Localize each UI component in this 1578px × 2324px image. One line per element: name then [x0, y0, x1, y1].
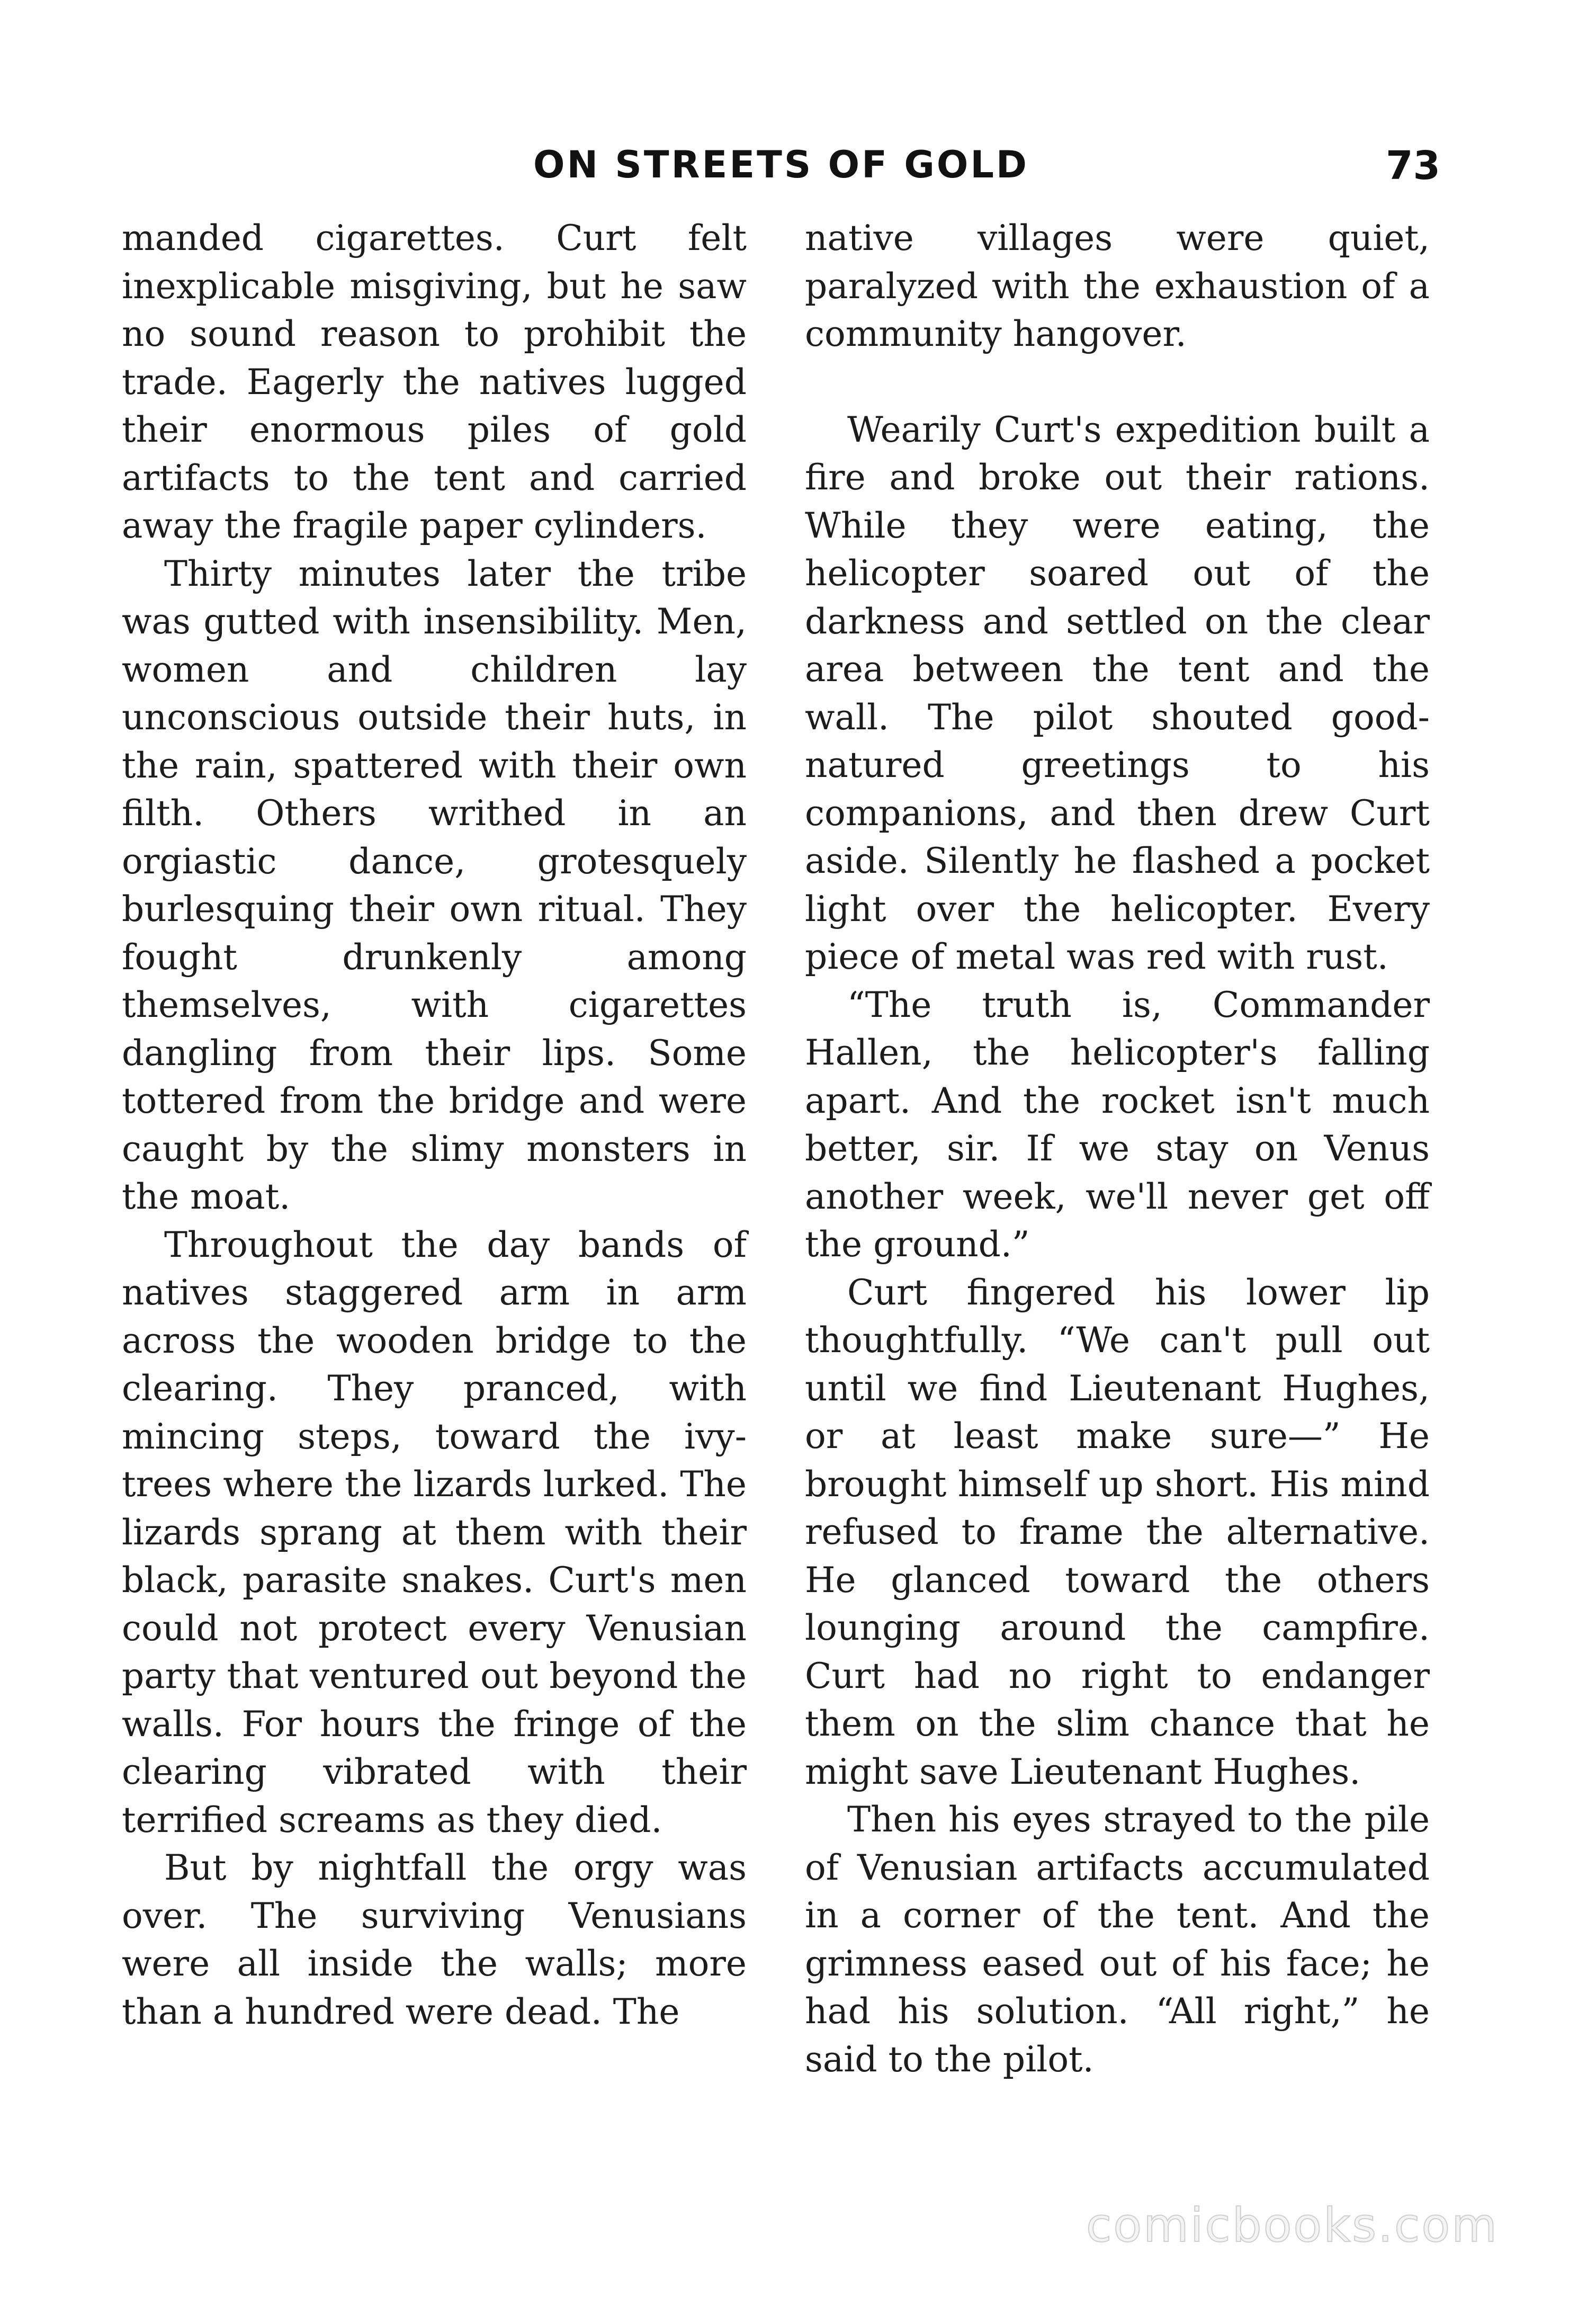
paragraph: Throughout the day bands of natives staggered arm in arm across the wooden bridge to the clearing. They pranced, with mincing steps, toward the ivy-trees where the lizards lurked. The lizards sprang at them with their black, parasite snakes. Curt's men could not protect every Venusian party that ventured out beyond the walls. For hours the fringe of the clearing vibrated with their terrified screams as they died. — [122, 1224, 747, 1840]
page-header — [122, 143, 1440, 201]
paragraph: Curt fingered his lower lip thoughtfully. “We can't pull out until we find Lieutenant Hughes, or at least make sure—” He brought himself up short. His mind refused to frame the alternative. He glanced toward the others lounging around the campfire. Curt had no right to endanger them on the slim chance that he might save Lieutenant Hughes. — [805, 1272, 1430, 1792]
running-title: ON STREETS OF GOLD — [533, 143, 1029, 186]
left-column — [122, 214, 747, 2036]
right-column — [805, 214, 1430, 2084]
watermark: comicbooks.com — [1086, 2198, 1499, 2253]
paragraph: Then his eyes strayed to the pile of Venusian artifacts accumulated in a corner of the tent. And the grimness eased out of his face; he had his solution. “All right,” he said to the pilot. — [805, 1799, 1430, 2080]
paragraph: Wearily Curt's expedition built a fire and broke out their rations. While they were eating, the helicopter soared out of the darkness and settled on the clear area between the tent and the wall. The pilot shouted good-natured greetings to his companions, and then drew Curt aside. Silently he flashed a pocket light over the helicopter. Every piece of metal was red with rust. — [805, 409, 1430, 977]
paragraph: “The truth is, Commander Hallen, the helicopter's falling apart. And the rocket isn't much better, sir. If we stay on Venus another week, we'll never get off the ground.” — [805, 984, 1430, 1265]
page-number: 73 — [1386, 143, 1440, 189]
paragraph: But by nightfall the orgy was over. The surviving Venusians were all inside the walls; more than a hundred were dead. The — [122, 1847, 747, 2032]
paragraph: native villages were quiet, paralyzed with the exhaustion of a community hangover. — [805, 218, 1430, 354]
paragraph: Thirty minutes later the tribe was gutted with insensibility. Men, women and children lay unconscious outside their huts, in the rain, spattered with their own filth. Others writhed in an orgiastic dance, grotesquely burlesquing their own ritual. They fought drunkenly among themselves, with cigarettes dangling from their lips. Some tottered from the bridge and were caught by the slimy monsters in the moat. — [122, 553, 747, 1217]
paragraph: manded cigarettes. Curt felt inexplicable misgiving, but he saw no sound reason to prohibit the trade. Eagerly the natives lugged their enormous piles of gold artifacts to the tent and carried away the fragile paper cylinders. — [122, 218, 747, 546]
